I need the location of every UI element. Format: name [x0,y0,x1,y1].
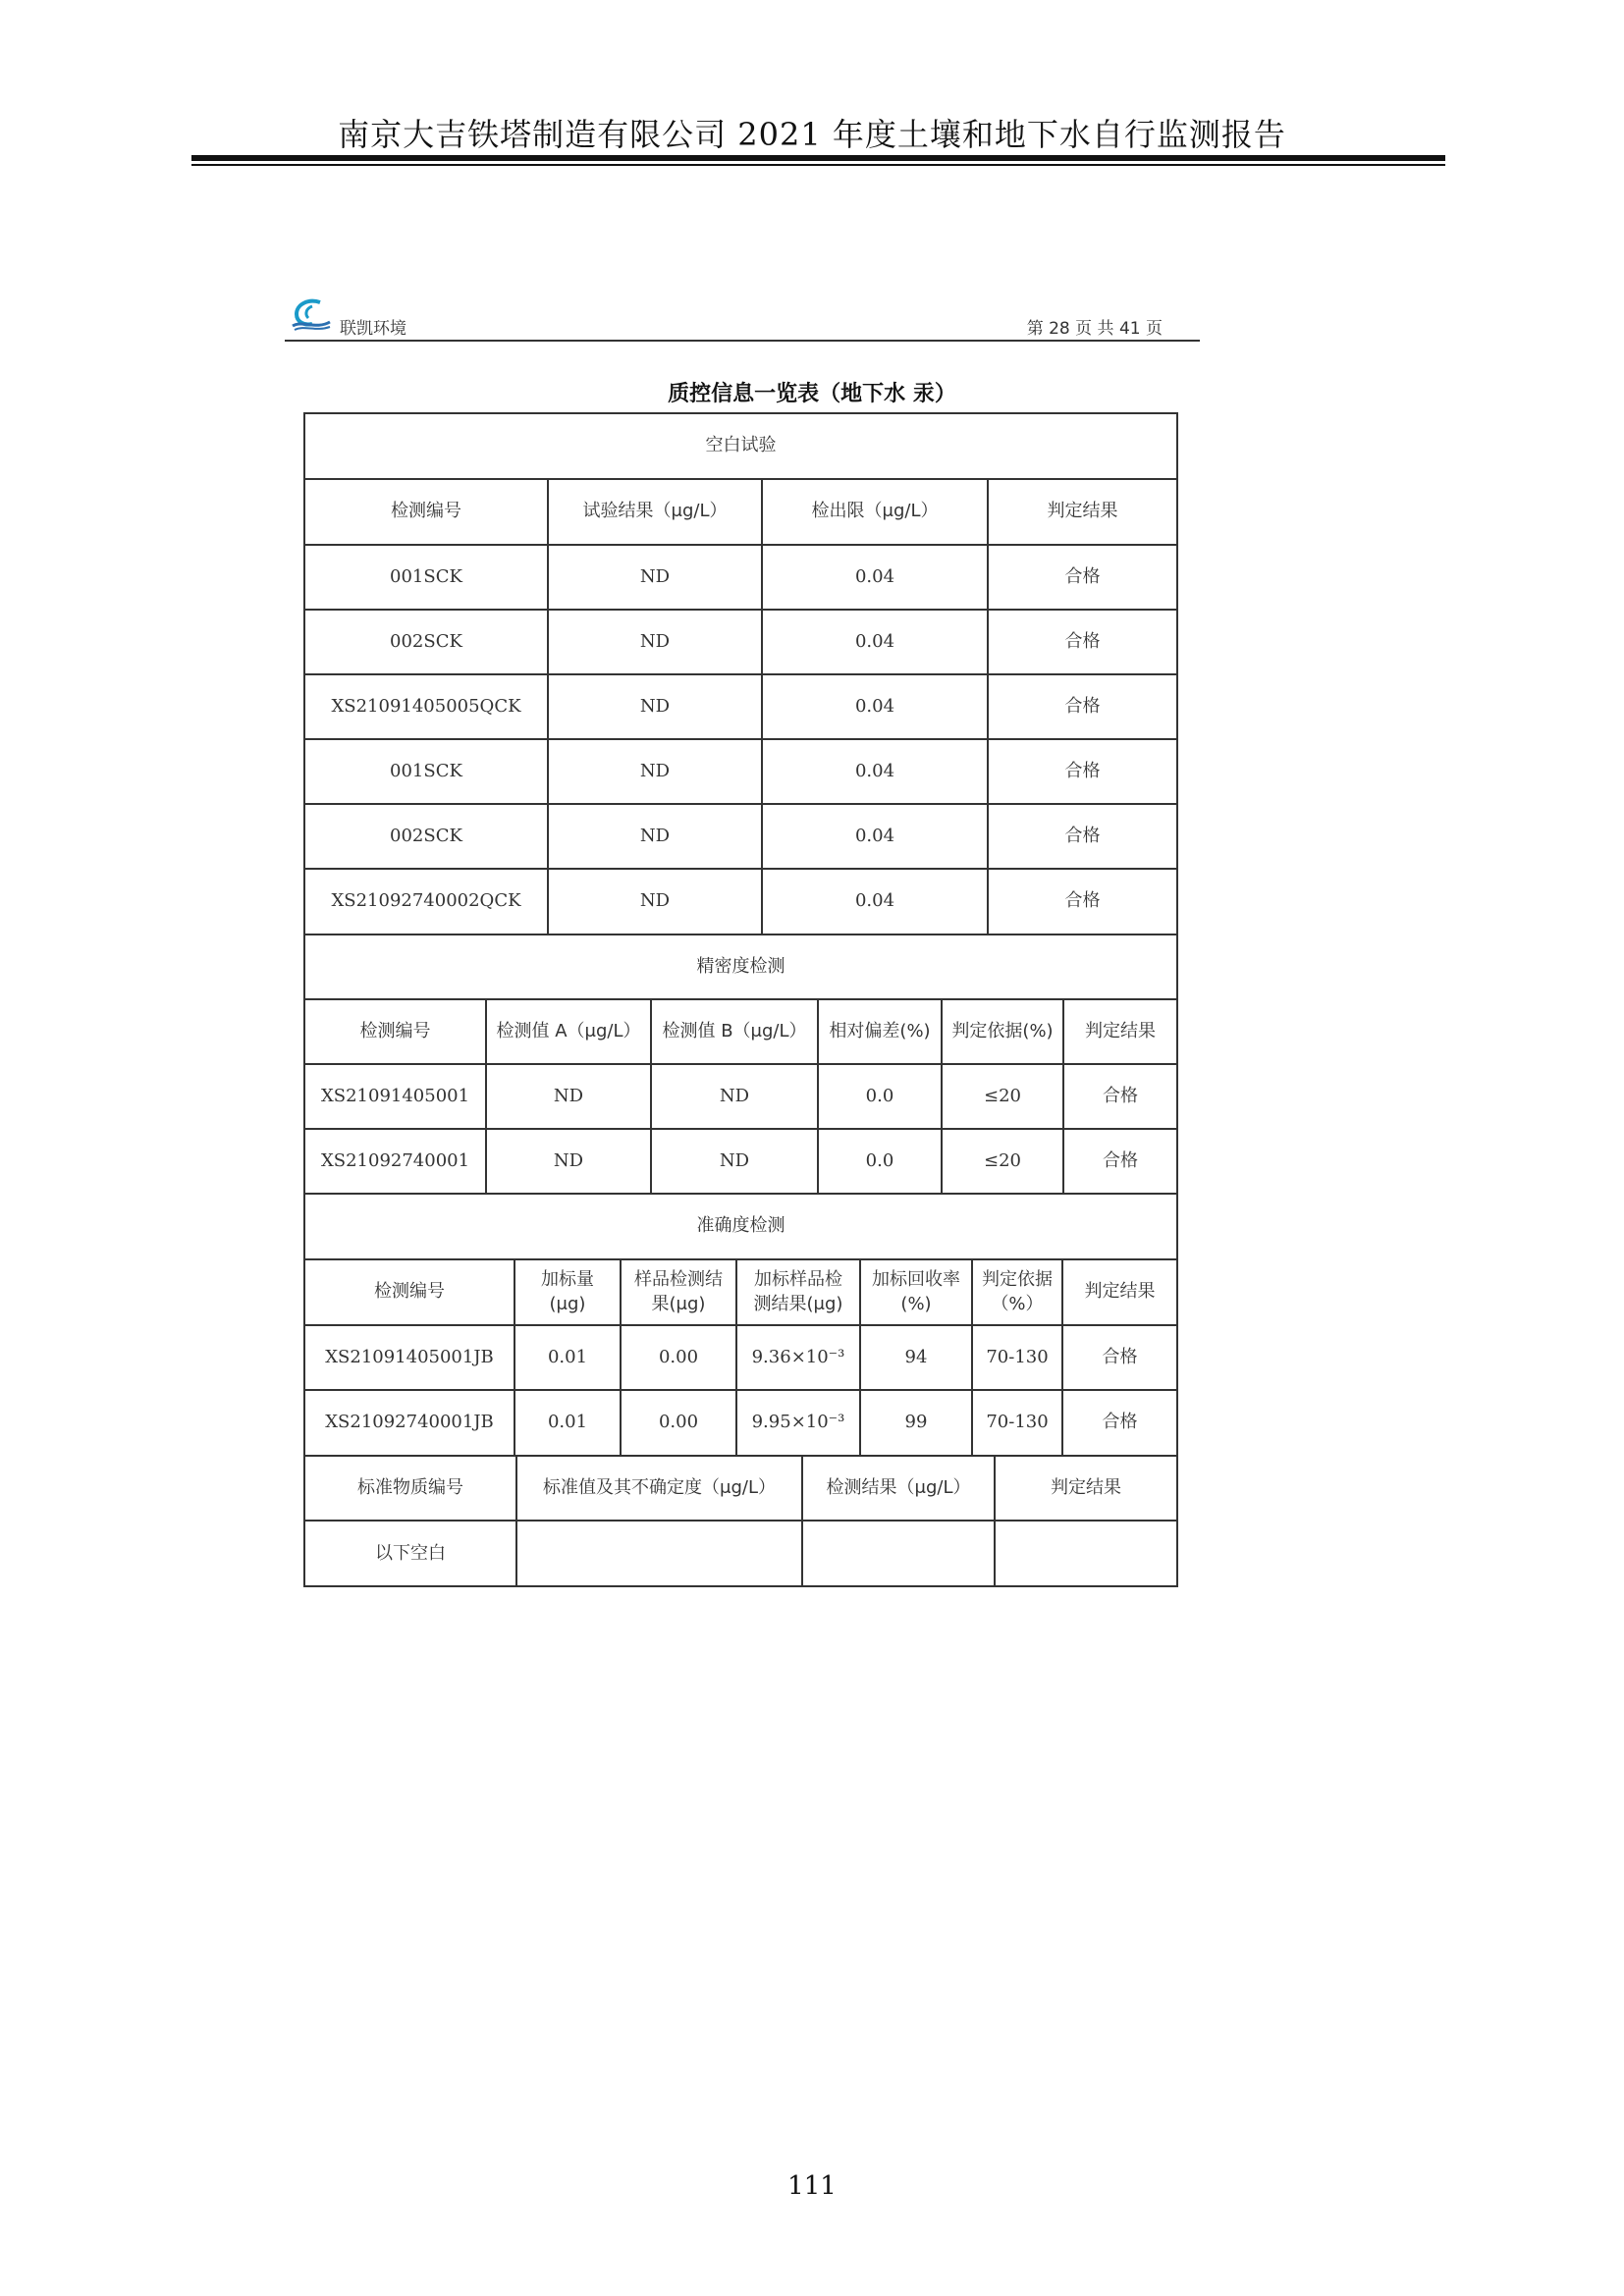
company-logo-icon [291,296,332,332]
table-cell [803,1522,996,1587]
table-row [305,870,1176,935]
table-cell: XS21091405001 [305,1065,487,1128]
table-cell: 94 [861,1326,973,1389]
header-cell: 检测编号 [305,480,549,544]
table-cell: 001SCK [305,546,549,609]
table-row [305,675,1176,740]
header-cell: 判定结果 [1051,1476,1121,1498]
table-cell: 合格 [1064,825,1101,846]
table-cell: 0.04 [763,675,989,738]
blank-header-row [305,480,1176,546]
company-header [285,296,1200,342]
table-row [305,1326,1176,1391]
header-cell: 标准物质编号 [305,1457,517,1520]
table-cell: ND [652,1130,819,1193]
report-title: 南京大吉铁塔制造有限公司 2021 年度土壤和地下水自行监测报告 [338,116,1286,153]
header-cell: 检测编号 [305,1000,487,1063]
table-row [305,546,1176,611]
table-cell: 001SCK [305,740,549,803]
table-cell: ND [487,1130,652,1193]
table-cell: ND [549,805,763,868]
header-cell: 判定依据(%) [943,1000,1064,1063]
header-cell: 加标样品检 测结果(μg) [737,1260,861,1324]
table-cell: XS21091405001JB [305,1326,515,1389]
header-cell: 判定结果 [1047,501,1118,522]
table-cell: 002SCK [305,611,549,673]
table-cell: 合格 [1064,890,1101,912]
table-cell: 70-130 [973,1326,1063,1389]
precision-section-row [305,935,1176,1000]
table-cell: ≤20 [943,1065,1064,1128]
table-cell: 合格 [1064,565,1101,587]
table-cell: 002SCK [305,805,549,868]
header-cell: 加标回收率 (%) [861,1260,973,1324]
accuracy-header-row [305,1260,1176,1326]
header-cell: 加标量 (μg) [515,1260,622,1324]
header-cell: 样品检测结 果(μg) [622,1260,737,1324]
header-cell: 标准值及其不确定度（μg/L） [517,1457,803,1520]
table-cell: XS21092740001 [305,1130,487,1193]
header-cell: 判定结果 [1084,1281,1156,1303]
table-cell: ND [549,870,763,934]
table-title: 质控信息一览表（地下水 汞） [668,382,956,406]
table-cell: 合格 [1064,760,1101,781]
header-cell: 检测编号 [305,1260,515,1324]
table-cell: 0.04 [763,870,989,934]
table-cell: ND [487,1065,652,1128]
header-cell: 检测值 B（μg/L） [652,1000,819,1063]
table-cell: XS21092740002QCK [305,870,549,934]
table-cell: 0.00 [622,1391,737,1455]
table-cell: 0.04 [763,740,989,803]
table-cell: 合格 [1103,1085,1138,1106]
table-cell: ND [549,675,763,738]
header-cell: 检测结果（μg/L） [803,1457,996,1520]
header-cell: 试验结果（μg/L） [549,480,763,544]
table-cell: XS21092740001JB [305,1391,515,1455]
company-name: 联凯环境 [340,319,406,339]
header-cell: 判定依据 （%） [973,1260,1063,1324]
header-cell: 判定结果 [1085,1020,1156,1041]
table-cell: 0.01 [515,1326,622,1389]
reference-header-row [305,1457,1176,1522]
qc-table [303,412,1178,1587]
table-row [305,1130,1176,1195]
header-cell: 检出限（μg/L） [763,480,989,544]
table-cell: 合格 [1103,1149,1138,1171]
table-cell: 以下空白 [305,1522,517,1587]
table-cell: 合格 [1064,695,1101,717]
table-cell: ND [549,740,763,803]
table-cell: 0.0 [819,1130,943,1193]
header-rule-thick [191,155,1445,161]
table-cell: 70-130 [973,1391,1063,1455]
table-cell: 0.0 [819,1065,943,1128]
table-cell: ND [652,1065,819,1128]
table-cell [517,1522,803,1587]
table-row [305,1391,1176,1457]
table-row [305,1522,1176,1587]
table-cell: 0.04 [763,611,989,673]
table-row [305,740,1176,805]
table-cell: 0.04 [763,546,989,609]
table-cell [996,1522,1176,1587]
blank-section-title: 空白试验 [705,435,777,456]
page-counter: 第 28 页 共 41 页 [1026,319,1163,339]
precision-section-title: 精密度检测 [696,955,785,977]
table-row [305,1065,1176,1130]
company-rule [285,340,1200,342]
precision-header-row [305,1000,1176,1065]
table-cell: ND [549,611,763,673]
table-cell: 0.04 [763,805,989,868]
table-cell: 99 [861,1391,973,1455]
accuracy-section-title: 准确度检测 [696,1215,785,1237]
header-cell: 检测值 A（μg/L） [487,1000,652,1063]
page-number: 111 [787,2171,837,2201]
table-cell: 9.95×10⁻³ [737,1391,861,1455]
table-cell: 合格 [1102,1346,1138,1367]
table-cell: 0.00 [622,1326,737,1389]
table-cell: 0.01 [515,1391,622,1455]
table-cell: ND [549,546,763,609]
table-cell: ≤20 [943,1130,1064,1193]
table-cell: XS21091405005QCK [305,675,549,738]
table-row [305,611,1176,675]
header-rule-thin [191,164,1445,166]
accuracy-section-row [305,1195,1176,1260]
header-cell: 相对偏差(%) [819,1000,943,1063]
table-cell: 合格 [1102,1412,1138,1433]
table-cell: 合格 [1064,630,1101,652]
table-cell: 9.36×10⁻³ [737,1326,861,1389]
table-row [305,805,1176,870]
blank-section-row [305,414,1176,480]
